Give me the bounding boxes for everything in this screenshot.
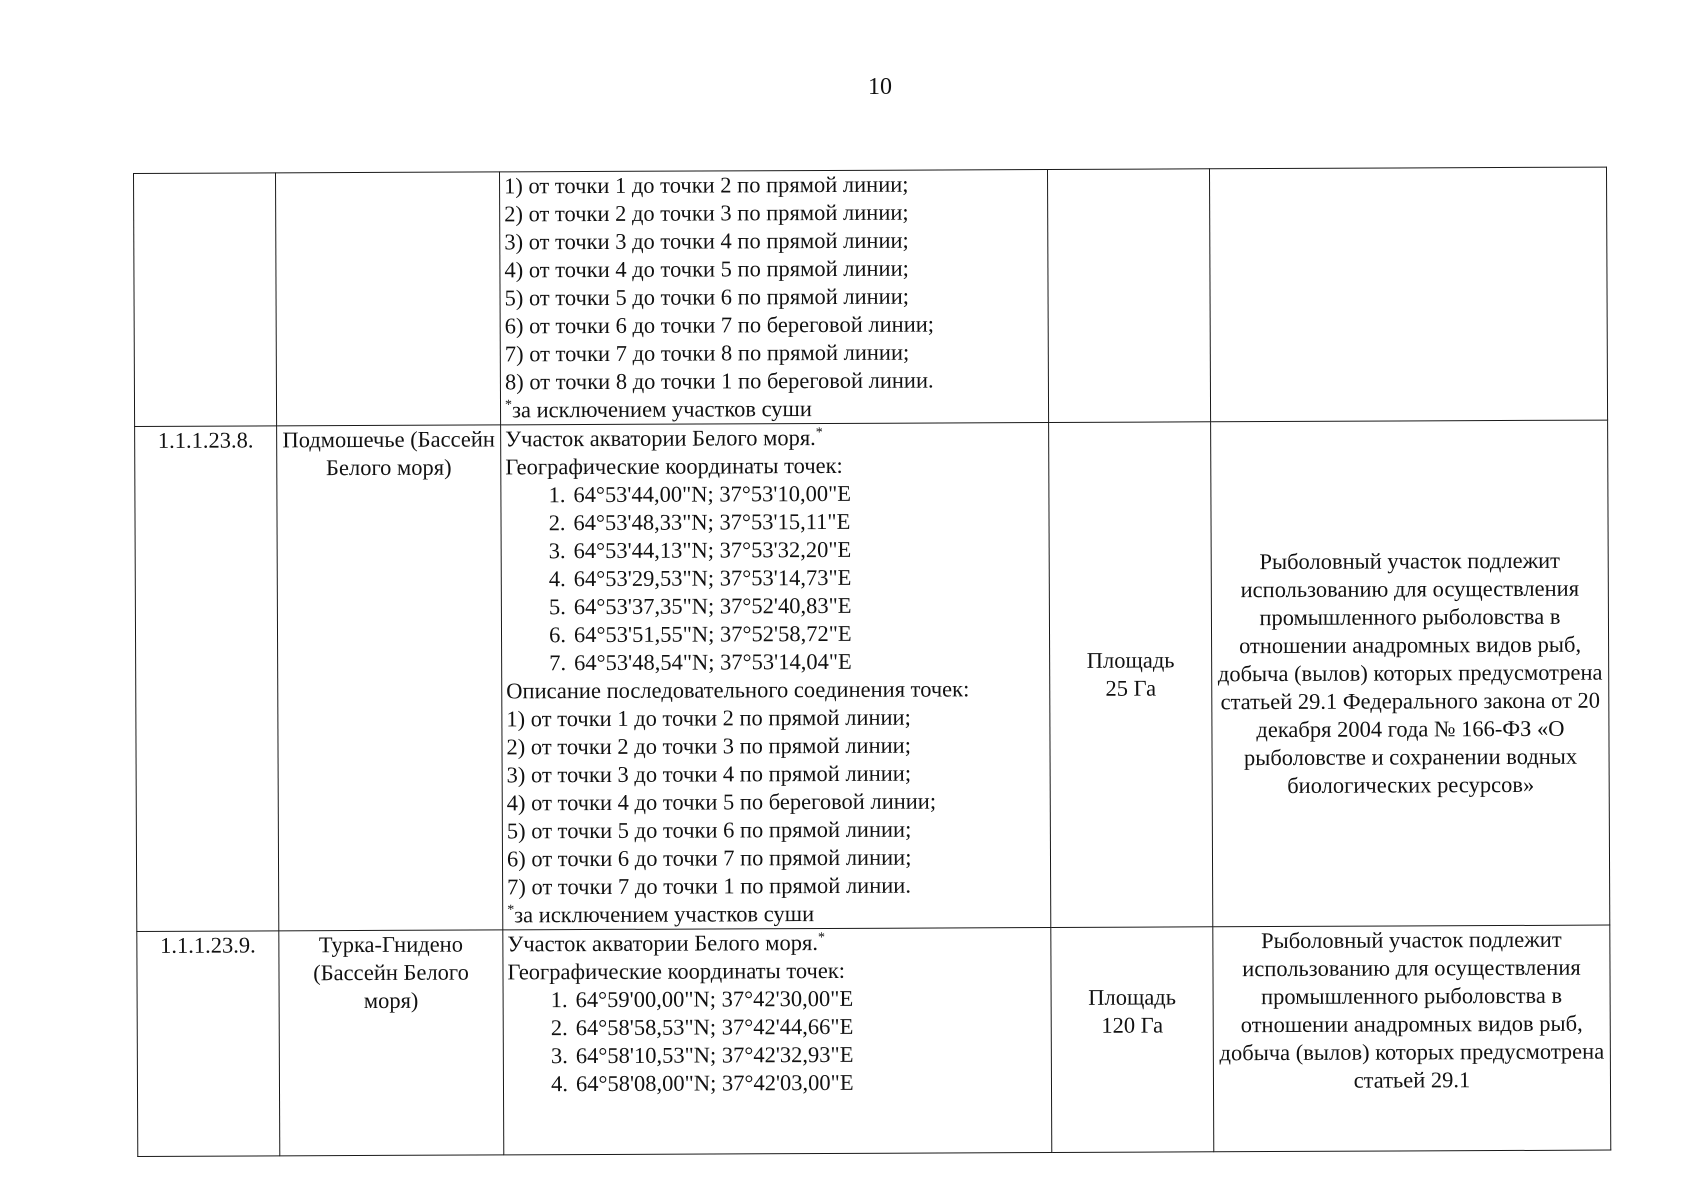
row-name-cell: Подмошечье (Бассейн Белого моря) [277, 425, 503, 931]
sequence-line: 3) от точки 3 до точки 4 по прямой линии; [504, 227, 909, 255]
coordinate-point: 3. 64°53'44,13"N; 37°53'32,20"E [548, 536, 852, 564]
sequence-line: 6) от точки 6 до точки 7 по прямой линии; [506, 844, 912, 872]
row-usage-cell: Рыболовный участок подлежит использованию для осуществления промышленного рыболовства в отношении анадромных видов рыб, добыча (вылов) которых предусмотрена статьей 29.1 Федерального закона от 20 декабря 2004 года № 166-ФЗ «О рыболовстве и сохранении водных биологических ресурсов» [1211, 420, 1610, 927]
table-row [135, 420, 1610, 931]
area-title: Участок акватории Белого моря.* [505, 425, 823, 452]
sequence-line: 3) от точки 3 до точки 4 по прямой линии; [506, 760, 912, 788]
row-id-cell: 1.1.1.23.9. [137, 931, 280, 1157]
sequence-line: 1) от точки 1 до точки 2 по прямой линии; [504, 171, 909, 199]
coordinate-point: 3. 64°58'10,53"N; 37°42'32,93"E [550, 1041, 854, 1069]
footnote-text: за исключением участков суши [511, 396, 812, 423]
area-title: Участок акватории Белого моря.* [507, 930, 825, 957]
sequence-line: 8) от точки 8 до точки 1 по береговой линии. [504, 367, 934, 395]
coordinate-point: 2. 64°53'48,33"N; 37°53'15,11"E [548, 508, 851, 536]
row-name-cell [276, 172, 501, 426]
area-value: 25 Га [1105, 675, 1157, 701]
row-id-cell [134, 173, 277, 427]
sequence-line: 2) от точки 2 до точки 3 по прямой линии; [506, 732, 912, 760]
sequence-line: 4) от точки 4 до точки 5 по береговой линии; [506, 788, 937, 816]
table-row [137, 925, 1611, 1156]
page-number: 10 [868, 74, 892, 100]
coords-heading: Географические координаты точек: [505, 452, 843, 480]
coordinate-point: 4. 64°58'08,00"N; 37°42'03,00"E [551, 1069, 854, 1097]
fishing-areas-table [133, 167, 1611, 1157]
coordinate-point: 1. 64°59'00,00"N; 37°42'30,00"E [550, 985, 854, 1013]
row-description-cell [503, 928, 1052, 1155]
footnote [505, 394, 1044, 424]
coordinate-point: 2. 64°58'58,53"N; 37°42'44,66"E [550, 1013, 854, 1041]
row-description-cell [501, 423, 1051, 930]
sequence-line: 5) от точки 5 до точки 6 по прямой линии; [506, 816, 912, 844]
row-area-cell [1049, 422, 1213, 928]
sequence-line: 7) от точки 7 до точки 1 по прямой линии. [507, 872, 911, 900]
coordinate-point: 6. 64°53'51,55"N; 37°52'58,72"E [549, 620, 852, 648]
sequence-line: 2) от точки 2 до точки 3 по прямой линии; [504, 199, 909, 227]
row-usage-cell [1209, 167, 1607, 422]
footnote-text: за исключением участков суши [514, 901, 815, 928]
sequence-line: 5) от точки 5 до точки 6 по прямой линии; [504, 283, 910, 311]
footnote-mark: * [817, 930, 825, 946]
coords-heading: Географические координаты точек: [507, 957, 846, 985]
row-id-cell: 1.1.1.23.8. [135, 426, 279, 932]
footnote-mark: * [507, 902, 515, 918]
sequence-line: 4) от точки 4 до точки 5 по прямой линии; [504, 255, 909, 283]
coordinate-point: 7. 64°53'48,54"N; 37°53'14,04"E [549, 648, 852, 676]
footnote-mark: * [815, 425, 823, 441]
sequence-line: 7) от точки 7 до точки 8 по прямой линии; [504, 339, 910, 367]
sequence-line: 1) от точки 1 до точки 2 по прямой линии; [506, 704, 911, 732]
sequence-heading: Описание последовательного соединения точек: [506, 676, 970, 704]
footnote [507, 899, 1046, 929]
coordinate-point: 5. 64°53'37,35"N; 37°52'40,83"E [548, 592, 852, 620]
area-label: Площадь [1086, 647, 1175, 673]
row-name-cell: Турка-Гнидено (Бассейн Белого моря) [279, 930, 504, 1156]
coordinate-point: 4. 64°53'29,53"N; 37°53'14,73"E [548, 564, 852, 592]
row-area-cell [1047, 169, 1210, 423]
table-row [134, 167, 1608, 426]
row-usage-cell: Рыболовный участок подлежит использованию для осуществления промышленного рыболовства в отношении анадромных видов рыб, добыча (вылов) которых предусмотрена статьей 29.1 [1213, 925, 1611, 1152]
row-description-cell [499, 170, 1048, 425]
coordinate-point: 1. 64°53'44,00"N; 37°53'10,00"E [548, 480, 852, 508]
area-label: Площадь [1088, 984, 1177, 1010]
sequence-line: 6) от точки 6 до точки 7 по береговой линии; [504, 311, 935, 339]
footnote-mark: * [504, 397, 513, 413]
area-value: 120 Га [1101, 1012, 1164, 1038]
row-area-cell [1051, 927, 1214, 1153]
